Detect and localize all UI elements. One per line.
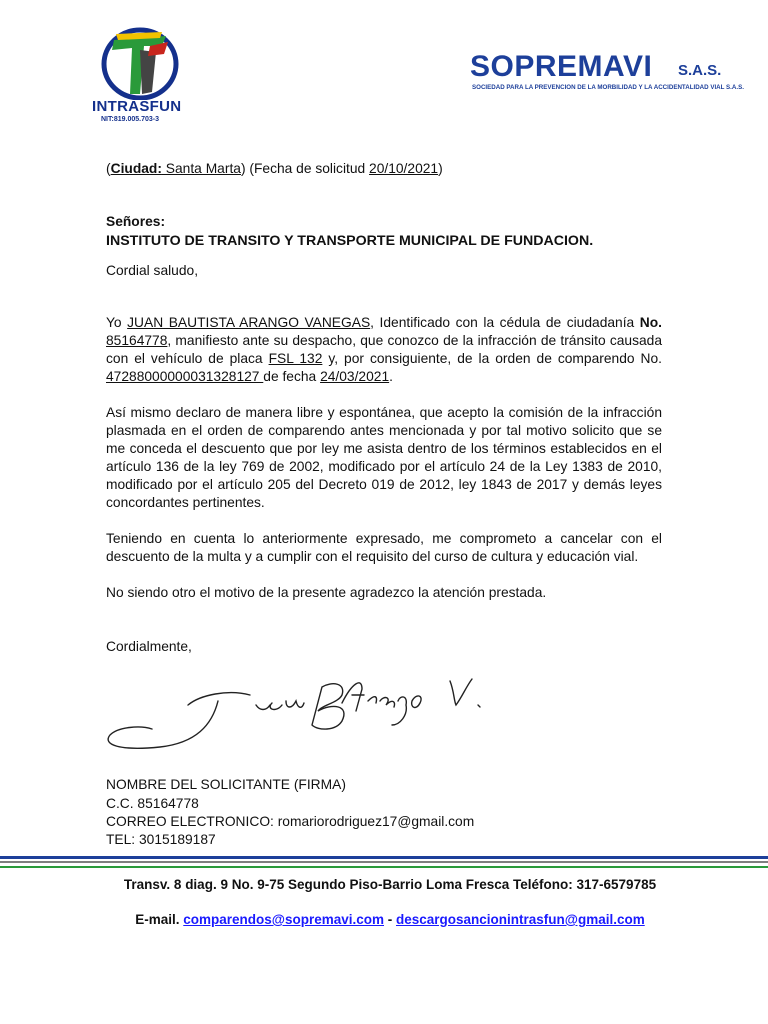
footer-address: Transv. 8 diag. 9 No. 9-75 Segundo Piso-Barrio Loma Fresca Teléfono: 317-6579785 [123,877,657,892]
salutation: Señores: [106,214,166,229]
intrasfun-brand-text: INTRASFUN [92,98,182,115]
intrasfun-logo [88,24,198,124]
city-label: Ciudad: [110,161,162,176]
paragraph-thanks: No siendo otro el motivo de la presente agradezco la atención prestada. [106,585,547,600]
email-link-sopremavi[interactable]: comparendos@sopremavi.com [183,912,384,927]
signer-tel: TEL: 3015189187 [106,832,216,847]
footer-email-line: E-mail. comparendos@sopremavi.com - descargosancionintrasfun@gmail.com [135,912,645,927]
paragraph-declaration: Así mismo declaro de manera libre y espontánea, que acepto la comisión de la infracción plasmada en el orden de comparendo antes mencionada y por tal motivo solicito que se me conceda el descuento que por ley me asista dentro de los términos establecidos en el artículo 136 de la ley 769 de 2002, modificado por el artículo 24 de la Ley 1383 de 2010, modificado por el artículo 205 del Decreto 019 de 2012, ley 1843 de 2017 y demás leyes concordantes pertinentes. [106,405,662,510]
recipient-institution: INSTITUTO DE TRANSITO Y TRANSPORTE MUNICIPAL DE FUNDACION. [106,233,594,249]
city-date-line: (Ciudad: Santa Marta) (Fecha de solicitud 20/10/2021) [106,161,443,176]
sopremavi-logo [470,50,744,100]
date-label: ) (Fecha de solicitud [240,161,370,176]
email-link-intrasfun[interactable]: descargosancionintrasfun@gmail.com [396,912,645,927]
intrasfun-emblem-icon [100,24,180,100]
vehicle-plate: FSL 132 [268,351,323,366]
signer-cc: C.C. 85164778 [106,796,199,811]
footer-divider-gray [0,861,768,863]
date-value: 20/10/2021 [369,161,439,176]
sopremavi-tagline: SOCIEDAD PARA LA PREVENCION DE LA MORBILIDAD Y LA ACCIDENTALIDAD VIAL S.A.S. [472,84,744,91]
greeting: Cordial saludo, [106,263,199,278]
comparendo-number: 47288000000031328127 [106,369,264,384]
applicant-name: JUAN BAUTISTA ARANGO VANEGAS [127,315,371,330]
sopremavi-brand-text: SOPREMAVI [470,50,653,83]
cedula-number: 85164778 [106,333,168,348]
intrasfun-nit: NIT:819.005.703-3 [101,116,159,123]
comparendo-date: 24/03/2021 [320,369,390,384]
footer-divider-green [0,866,768,868]
paragraph-commitment: Teniendo en cuenta lo anteriormente expresado, me comprometo a cancelar con el descuento de la multa y a cumplir con el requisito del curso de cultura y educación vial. [106,531,662,564]
signer-email: CORREO ELECTRONICO: romariorodriguez17@gmail.com [106,814,475,829]
sopremavi-suffix: S.A.S. [678,62,722,79]
signer-title: NOMBRE DEL SOLICITANTE (FIRMA) [106,777,346,792]
footer-divider-blue [0,856,768,859]
paragraph-identification: Yo JUAN BAUTISTA ARANGO VANEGAS, Identificado con la cédula de ciudadanía No. 85164778, manifiesto ante su despacho, que conozco de la infracción de tránsito causada con el vehículo de placa FSL 132 y, por consiguiente, de la orden de comparendo No. 47288000000031328127 de fecha 24/03/2021. [106,315,662,384]
handwritten-signature [100,665,530,765]
city-value: Santa Marta [161,161,241,176]
closing: Cordialmente, [106,639,192,654]
